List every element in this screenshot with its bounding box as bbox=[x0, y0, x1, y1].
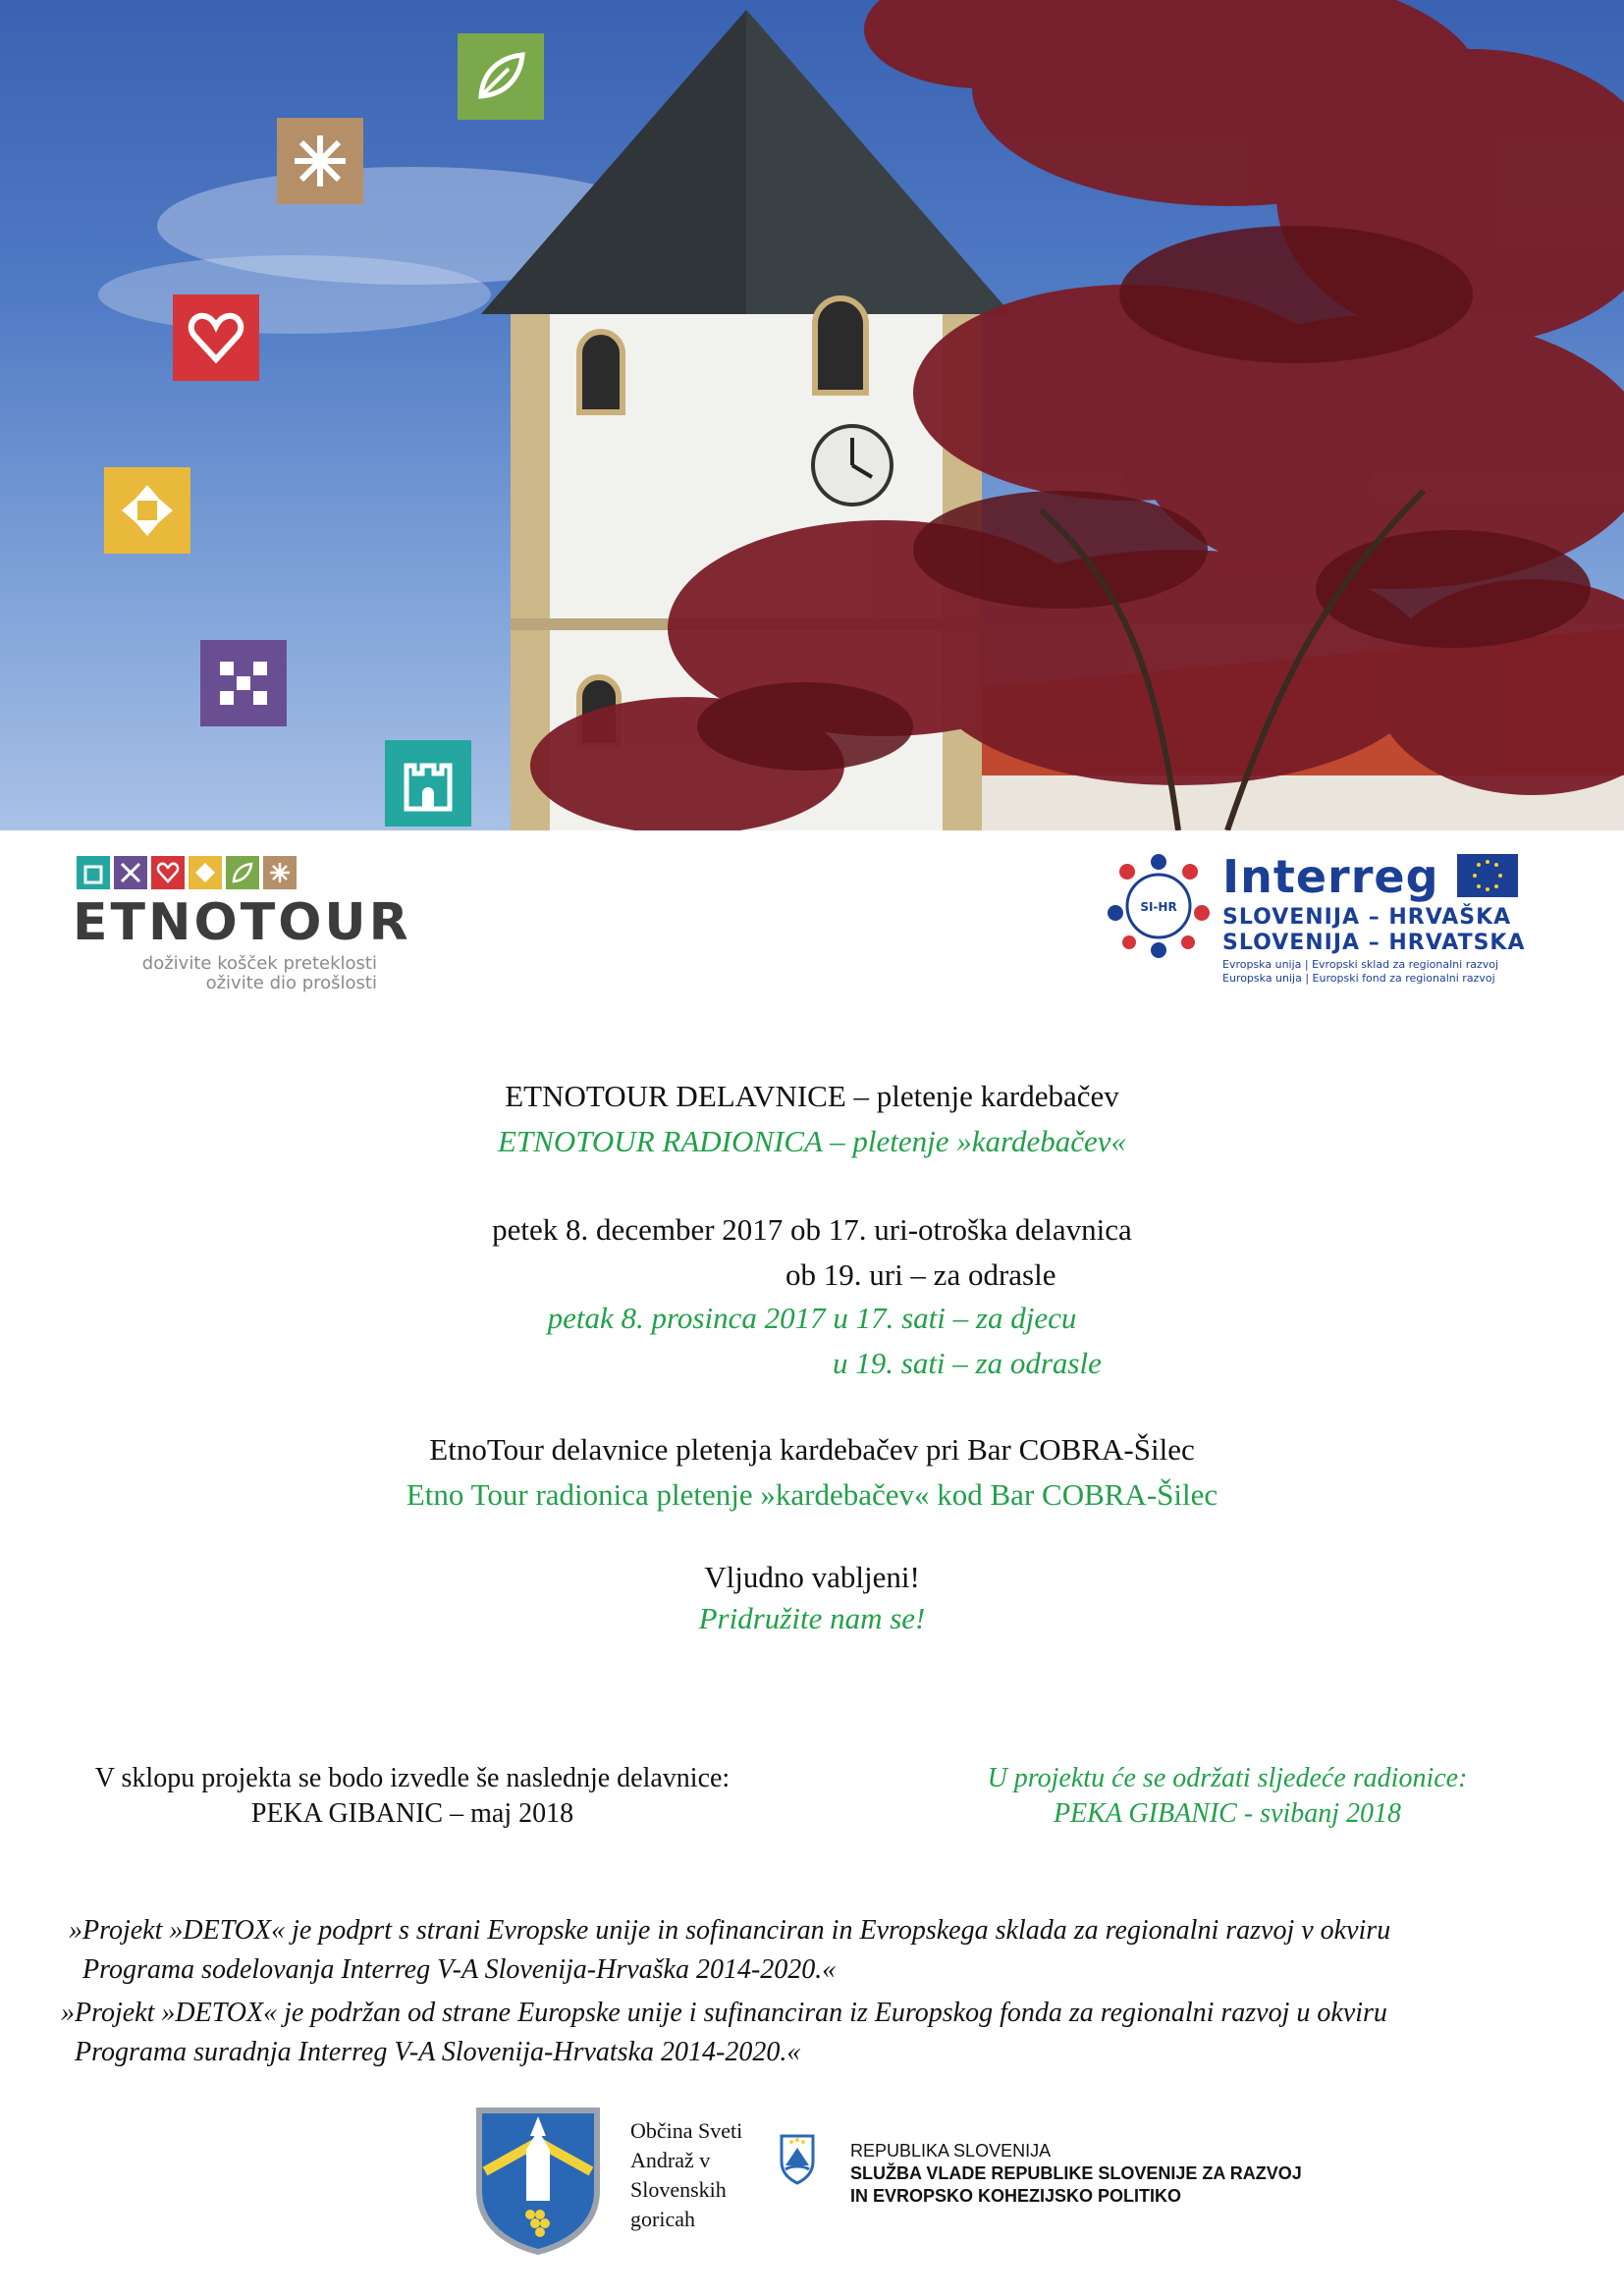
interreg-badge: SI-HR bbox=[1140, 900, 1177, 914]
snowflake-icon bbox=[289, 130, 352, 192]
etno-mini-heart bbox=[151, 856, 185, 889]
sun-icon bbox=[192, 860, 218, 885]
event-title-sl: ETNOTOUR DELAVNICE – pletenje kardebačev bbox=[505, 1079, 1119, 1113]
interreg-line-2: SLOVENIJA – HRVATSKA bbox=[1222, 931, 1526, 955]
castle-icon bbox=[397, 752, 460, 815]
etno-mini-sun bbox=[189, 856, 222, 889]
upcoming-sl bbox=[29, 1761, 795, 1832]
upcoming-intro-sl: V sklopu projekta se bodo izvedle še naslednje delavnice: bbox=[94, 1763, 731, 1793]
upcoming-item-sl: PEKA GIBANIC – maj 2018 bbox=[250, 1798, 574, 1829]
funding-hr-2: Programa suradnja Interreg V-A Slovenija-Hrvatska 2014-2020.« bbox=[75, 2037, 801, 2067]
etnotour-wordmark: ETNOTOUR bbox=[73, 893, 411, 952]
snowflake-icon bbox=[267, 860, 293, 885]
gov-line-3: IN EVROPSKO KOHEZIJSKO POLITIKO bbox=[850, 2186, 1182, 2206]
etno-mini-snowflake bbox=[263, 856, 297, 889]
upcoming-intro-hr: U projektu će se održati sljedeće radionice: bbox=[987, 1763, 1468, 1793]
event-date-hr-2: u 19. sati – za odrasle bbox=[833, 1346, 1102, 1380]
municipality-line-4: goricah bbox=[630, 2207, 695, 2231]
event-date-hr-1: petak 8. prosinca 2017 u 17. sati – za djecu bbox=[547, 1301, 1077, 1335]
funding-hr-1: »Projekt »DETOX« je podržan od strane Europske unije i sufinanciran iz Europskog fonda za regionalni razvoj u okviru bbox=[61, 1998, 1387, 2028]
etno-mini-leaf bbox=[226, 856, 259, 889]
event-venue-sl: EtnoTour delavnice pletenja kardebačev pri Bar COBRA-Šilec bbox=[429, 1432, 1195, 1467]
eu-flag-icon bbox=[1457, 854, 1518, 897]
interreg-small-1: Evropska unija | Evropski sklad za regionalni razvoj bbox=[1222, 958, 1499, 971]
funding-sl-2: Programa sodelovanja Interreg V-A Slovenija-Hrvaška 2014-2020.« bbox=[82, 1954, 837, 1985]
upcoming-hr bbox=[903, 1761, 1551, 1832]
interreg-circle-figures-icon bbox=[1100, 852, 1218, 960]
hero-photo bbox=[0, 0, 1624, 830]
leaf-icon bbox=[469, 45, 532, 108]
event-venue-hr: Etno Tour radionica pletenje »kardebačev« kod Bar COBRA-Šilec bbox=[406, 1477, 1218, 1512]
heart-tile bbox=[173, 294, 259, 381]
municipality-name bbox=[630, 2116, 742, 2234]
flower-icon bbox=[212, 652, 275, 715]
government-office bbox=[850, 2140, 1302, 2208]
heart-icon bbox=[185, 306, 247, 369]
leaf-tile bbox=[458, 33, 544, 120]
invite-hr: Pridružite nam se! bbox=[698, 1601, 926, 1635]
municipality-line-1: Občina Sveti bbox=[630, 2118, 743, 2143]
gov-line-1: REPUBLIKA SLOVENIJA bbox=[850, 2141, 1052, 2161]
etnotour-tagline-sl: doživite košček preteklosti bbox=[141, 953, 377, 974]
leaf-icon bbox=[230, 860, 255, 885]
snowflake-tile bbox=[277, 118, 363, 204]
slovenia-coat-of-arms bbox=[778, 2132, 817, 2185]
municipality-coat-of-arms bbox=[471, 2103, 605, 2256]
event-date-sl-2: ob 19. uri – za odrasle bbox=[785, 1257, 1056, 1292]
castle-icon bbox=[81, 860, 106, 885]
castle-tile bbox=[385, 740, 471, 827]
etnotour-tagline-hr: oživite dio prošlosti bbox=[205, 973, 377, 993]
flower-icon bbox=[118, 860, 143, 885]
funding-sl-1: »Projekt »DETOX« je podprt s strani Evropske unije in sofinanciran in Evropskega sklada za regionalni razvoj v okviru bbox=[69, 1915, 1391, 1946]
heart-icon bbox=[155, 860, 181, 885]
municipality-line-2: Andraž v bbox=[630, 2148, 711, 2172]
sun-tile bbox=[104, 467, 190, 554]
interreg-line-1: SLOVENIJA – HRVAŠKA bbox=[1222, 905, 1512, 930]
event-date-sl-1: petek 8. december 2017 ob 17. uri-otroška delavnica bbox=[492, 1212, 1132, 1247]
etno-mini-castle bbox=[77, 856, 110, 889]
interreg-wordmark: Interreg bbox=[1222, 850, 1439, 903]
gov-line-2: SLUŽBA VLADE REPUBLIKE SLOVENIJE ZA RAZVOJ bbox=[850, 2163, 1302, 2183]
sun-icon bbox=[116, 479, 179, 542]
etno-mini-flower bbox=[114, 856, 147, 889]
interreg-small-2: Europska unija | Europski fond za regionalni razvoj bbox=[1222, 972, 1495, 985]
flower-tile bbox=[200, 640, 287, 726]
event-title-hr: ETNOTOUR RADIONICA – pletenje »kardebačev« bbox=[498, 1124, 1126, 1158]
invite-sl: Vljudno vabljeni! bbox=[704, 1560, 920, 1594]
upcoming-item-hr: PEKA GIBANIC - svibanj 2018 bbox=[1053, 1798, 1402, 1829]
municipality-line-3: Slovenskih bbox=[630, 2177, 727, 2202]
